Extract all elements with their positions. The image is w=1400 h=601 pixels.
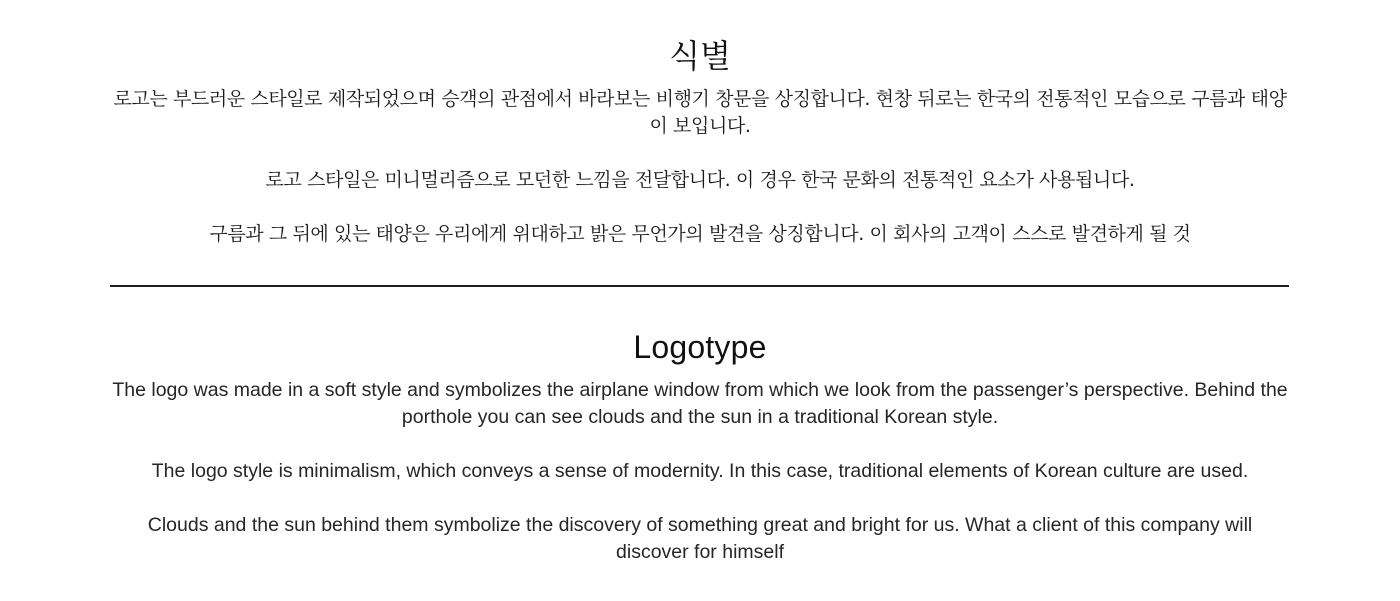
english-section [110,327,1290,566]
paragraph-spacer [110,431,1290,458]
paragraph-spacer [110,485,1290,512]
paragraph-spacer [110,140,1290,167]
korean-paragraph-2: 로고 스타일은 미니멀리즘으로 모던한 느낌을 전달합니다. 이 경우 한국 문화의 전통적인 요소가 사용됩니다. [265,169,1135,191]
korean-paragraph-1: 로고는 부드러운 스타일로 제작되었으며 승객의 관점에서 바라보는 비행기 창문을 상징합니다. 현창 뒤로는 한국의 전통적인 모습으로 구름과 태양이 보입니다. [113,88,1287,137]
paragraph-spacer [110,194,1290,221]
korean-paragraph-3: 구름과 그 뒤에 있는 태양은 우리에게 위대하고 밝은 무언가의 발견을 상징합니다. 이 회사의 고객이 스스로 발견하게 될 것 [209,223,1191,245]
section-divider [110,285,1289,287]
english-paragraph-2: The logo style is minimalism, which conveys a sense of modernity. In this case, traditional elements of Korean culture are used. [151,460,1249,482]
english-heading: Logotype [633,329,767,365]
korean-section [110,36,1290,248]
korean-heading: 식별 [669,37,731,75]
english-paragraph-3: Clouds and the sun behind them symbolize the discovery of something great and bright for us. What a client of this company will discover for himself [147,514,1253,563]
english-paragraph-1: The logo was made in a soft style and symbolizes the airplane window from which we look from the passenger’s perspective. Behind the porthole you can see clouds and the sun in a traditional Korean style. [112,379,1288,428]
